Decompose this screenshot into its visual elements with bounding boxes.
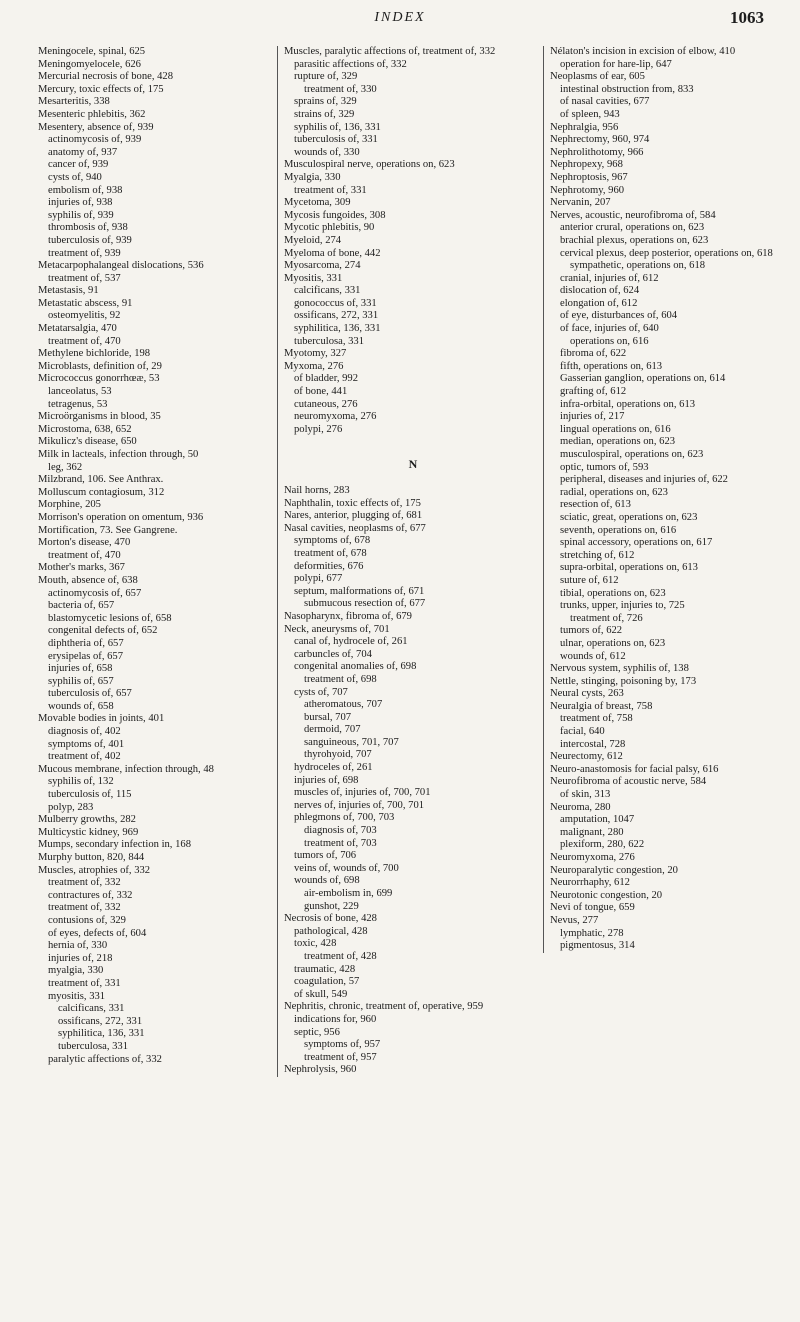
index-subentry: stretching of, 612 <box>560 549 635 561</box>
index-subentry: syphilis of, 132 <box>48 776 114 788</box>
index-subentry: diagnosis of, 402 <box>48 726 121 738</box>
index-subentry: lanceolatus, 53 <box>48 386 112 398</box>
index-entry: Neurotonic congestion, 20 <box>550 889 663 901</box>
index-subentry: symptoms of, 401 <box>48 738 125 750</box>
index-subentry: congenital defects of, 652 <box>48 625 158 637</box>
index-subentry: treatment of, 939 <box>48 247 121 259</box>
index-subentry: treatment of, 331 <box>294 184 367 196</box>
index-entry: Neurofibroma of acoustic nerve, 584 <box>550 776 707 788</box>
index-subentry: of spleen, 943 <box>560 108 620 120</box>
index-entry: Nervanin, 207 <box>550 197 611 209</box>
index-entry: Musculospiral nerve, operations on, 623 <box>284 159 455 171</box>
index-entry: Microblasts, definition of, 29 <box>38 360 162 372</box>
index-entry: Mucous membrane, infection through, 48 <box>38 763 214 775</box>
index-entry: Neuro-anastomosis for facial palsy, 616 <box>550 763 719 775</box>
index-subentry: treatment of, 332 <box>48 877 121 889</box>
index-entry: Nevus, 277 <box>550 914 599 926</box>
index-subentry: deformities, 676 <box>294 560 364 572</box>
index-subentry: treatment of, 698 <box>304 673 377 685</box>
index-entry: Necrosis of bone, 428 <box>284 913 377 925</box>
index-entry: Morrison's operation on omentum, 936 <box>38 511 204 523</box>
index-subentry: tuberculosis of, 939 <box>48 234 132 246</box>
index-entry: Neoplasms of ear, 605 <box>550 71 645 83</box>
index-subentry: carbuncles of, 704 <box>294 648 372 660</box>
index-subentry: lingual operations on, 616 <box>560 423 671 435</box>
index-entry: Mulberry growths, 282 <box>38 814 136 826</box>
index-subentry: peripheral, diseases and injuries of, 622 <box>560 474 728 486</box>
index-subentry: supra-orbital, operations on, 613 <box>560 562 698 574</box>
index-subentry: tumors of, 706 <box>294 850 357 862</box>
index-subentry: of nasal cavities, 677 <box>560 96 650 108</box>
index-subentry: syphilitica, 136, 331 <box>294 323 381 335</box>
index-subentry: veins of, wounds of, 700 <box>294 862 399 874</box>
index-entry: Morphine, 205 <box>38 499 101 511</box>
index-entry: Myalgia, 330 <box>284 171 341 183</box>
index-entry: Neurectomy, 612 <box>550 751 623 763</box>
index-entry: Nasopharynx, fibroma of, 679 <box>284 610 412 622</box>
index-subentry: rupture of, 329 <box>294 71 358 83</box>
index-subentry: ossificans, 272, 331 <box>58 1015 143 1027</box>
index-subentry: thyrohyoid, 707 <box>304 749 372 761</box>
index-entry: Mercurial necrosis of bone, 428 <box>38 71 174 83</box>
index-subentry: polypi, 276 <box>294 423 343 435</box>
index-subentry: myalgia, 330 <box>48 965 104 977</box>
index-subentry: pathological, 428 <box>294 925 368 937</box>
index-subentry: wounds of, 658 <box>48 700 114 712</box>
index-entry: Nail horns, 283 <box>284 485 350 496</box>
index-entry: Microörganisms in blood, 35 <box>38 411 161 423</box>
index-entry: Mesarteritis, 338 <box>38 96 110 108</box>
index-entry: Mycetoma, 309 <box>284 197 351 209</box>
index-subentry: thrombosis of, 938 <box>48 222 128 234</box>
index-entry: Nephralgia, 956 <box>550 121 619 133</box>
index-subentry: tuberculosis of, 331 <box>294 134 378 146</box>
index-entry: Mumps, secondary infection in, 168 <box>38 839 191 851</box>
index-entry: Mesentery, absence of, 939 <box>38 121 154 133</box>
index-subentry: of bone, 441 <box>294 386 348 398</box>
index-entry: Nettle, stinging, poisoning by, 173 <box>550 675 697 687</box>
index-subentry: tibial, operations on, 623 <box>560 587 666 599</box>
index-subentry: toxic, 428 <box>294 938 337 950</box>
index-entry: Meningomyelocele, 626 <box>38 58 141 70</box>
index-subentry: fibroma of, 622 <box>560 348 627 360</box>
index-subentry: anatomy of, 937 <box>48 146 118 158</box>
index-subentry: operation for hare-lip, 647 <box>560 58 672 70</box>
index-subentry: hernia of, 330 <box>48 940 108 952</box>
index-subentry: of bladder, 992 <box>294 373 359 385</box>
index-subentry: syphilis of, 939 <box>48 209 114 221</box>
index-subentry: sciatic, great, operations on, 623 <box>560 511 698 523</box>
index-subentry: cysts of, 707 <box>294 686 348 698</box>
index-subentry: wounds of, 612 <box>560 650 626 662</box>
index-subentry: congenital anomalies of, 698 <box>294 661 417 673</box>
index-entry: Neurorrhaphy, 612 <box>550 877 630 889</box>
index-subentry: wounds of, 330 <box>294 146 360 158</box>
index-entry: Nephropexy, 968 <box>550 159 623 171</box>
index-entry: Nervous system, syphilis of, 138 <box>550 663 689 675</box>
index-subentry: paralytic affections of, 332 <box>48 1053 162 1065</box>
index-subentry: phlegmons of, 700, 703 <box>294 812 395 824</box>
index-subentry: bursal, 707 <box>304 711 352 723</box>
index-subentry: calcificans, 331 <box>294 285 361 297</box>
index-entry: Neuroparalytic congestion, 20 <box>550 864 678 876</box>
index-entry: Muscles, paralytic affections of, treatment of, 332 <box>284 46 496 57</box>
index-subentry: cysts of, 940 <box>48 171 102 183</box>
index-subentry: contractures of, 332 <box>48 889 133 901</box>
index-column-3 <box>543 46 786 953</box>
index-subentry: calcificans, 331 <box>58 1003 125 1015</box>
index-subentry: gonococcus of, 331 <box>294 297 377 309</box>
index-subentry: treatment of, 428 <box>304 950 377 962</box>
index-subentry: elongation of, 612 <box>560 297 638 309</box>
index-column-1 <box>38 46 266 1066</box>
index-entry: Microstoma, 638, 652 <box>38 423 132 435</box>
index-subentry: pigmentosus, 314 <box>560 940 635 952</box>
index-subentry: tuberculosa, 331 <box>294 335 365 347</box>
index-subentry: injuries of, 658 <box>48 663 113 675</box>
index-subentry: treatment of, 703 <box>304 837 377 849</box>
index-subentry: Gasserian ganglion, operations on, 614 <box>560 373 726 385</box>
index-entry: Neuroma, 280 <box>550 801 611 813</box>
index-entry: Methylene bichloride, 198 <box>38 348 151 360</box>
index-entry: Milzbrand, 106. See Anthrax. <box>38 474 164 486</box>
index-subentry: treatment of, 332 <box>48 902 121 914</box>
index-entry: Nephrectomy, 960, 974 <box>550 134 650 146</box>
index-subentry: atheromatous, 707 <box>304 699 383 711</box>
index-subentry: fifth, operations on, 613 <box>560 360 663 372</box>
index-subentry: of skull, 549 <box>294 988 348 1000</box>
index-entry: Mercury, toxic effects of, 175 <box>38 83 164 95</box>
index-subentry: muscles of, injuries of, 700, 701 <box>294 787 431 799</box>
index-entry: Neuralgia of breast, 758 <box>550 700 653 712</box>
index-subentry: malignant, 280 <box>560 826 624 838</box>
index-entry: Multicystic kidney, 969 <box>38 826 139 838</box>
index-subentry: air-embolism in, 699 <box>304 888 393 899</box>
index-subentry: tuberculosa, 331 <box>58 1040 129 1052</box>
index-entry: Mortification, 73. See Gangrene. <box>38 524 178 536</box>
index-subentry: tuberculosis of, 115 <box>48 789 132 801</box>
index-subentry: dermoid, 707 <box>304 724 361 736</box>
index-subentry: treatment of, 537 <box>48 272 121 284</box>
index-subentry: cancer of, 939 <box>48 159 109 171</box>
index-subentry: brachial plexus, operations on, 623 <box>560 234 709 246</box>
index-subentry: anterior crural, operations on, 623 <box>560 222 705 234</box>
index-subentry: tuberculosis of, 657 <box>48 688 132 700</box>
index-subentry: submucous resection of, 677 <box>304 598 426 610</box>
index-subentry: treatment of, 758 <box>560 713 633 725</box>
index-entry: Neuromyxoma, 276 <box>550 852 635 863</box>
index-subentry: of eye, disturbances of, 604 <box>560 310 678 322</box>
index-subentry: myositis, 331 <box>48 990 106 1002</box>
index-subentry: plexiform, 280, 622 <box>560 839 645 851</box>
index-entry: Metacarpophalangeal dislocations, 536 <box>38 260 204 272</box>
index-entry: Mikulicz's disease, 650 <box>38 436 137 448</box>
index-subentry: diagnosis of, 703 <box>304 825 377 837</box>
index-subentry: sympathetic, operations on, 618 <box>570 260 706 272</box>
index-subentry: septum, malformations of, 671 <box>294 585 425 597</box>
index-subentry: nerves of, injuries of, 700, 701 <box>294 799 425 811</box>
index-entry: Nephritis, chronic, treatment of, operative, 959 <box>284 1001 484 1013</box>
index-subentry: cranial, injuries of, 612 <box>560 272 659 284</box>
index-column-2 <box>277 46 542 1077</box>
index-subentry: treatment of, 330 <box>304 83 377 95</box>
index-subentry: septic, 956 <box>294 1026 340 1038</box>
index-entry: Nephrolysis, 960 <box>284 1064 357 1076</box>
index-subentry: indications for, 960 <box>294 1013 377 1025</box>
index-subentry: lymphatic, 278 <box>560 927 624 939</box>
index-subentry: treatment of, 402 <box>48 751 121 763</box>
index-entry: Murphy button, 820, 844 <box>38 852 145 863</box>
index-subentry: syphilis of, 136, 331 <box>294 121 381 133</box>
index-subentry: actinomycosis of, 939 <box>48 134 142 146</box>
index-subentry: cutaneous, 276 <box>294 398 358 410</box>
index-subentry: amputation, 1047 <box>560 814 635 826</box>
index-entry: Myxoma, 276 <box>284 360 344 372</box>
index-subentry: treatment of, 331 <box>48 977 121 989</box>
index-subentry: injuries of, 217 <box>560 411 625 423</box>
index-subentry: strains of, 329 <box>294 108 355 120</box>
index-entry: Myeloid, 274 <box>284 234 342 246</box>
index-subentry: polypi, 677 <box>294 573 343 585</box>
index-subentry: injuries of, 218 <box>48 952 113 964</box>
index-subentry: tumors of, 622 <box>560 625 623 637</box>
index-subentry: ossificans, 272, 331 <box>294 310 379 322</box>
index-subentry: syphilis of, 657 <box>48 675 114 687</box>
index-subentry: treatment of, 726 <box>570 612 643 624</box>
index-entry: Myotomy, 327 <box>284 348 347 360</box>
index-entry: Morton's disease, 470 <box>38 537 131 549</box>
index-subentry: injuries of, 938 <box>48 197 113 209</box>
index-subentry: intercostal, 728 <box>560 738 626 750</box>
index-subentry: blastomycetic lesions of, 658 <box>48 612 172 624</box>
index-entry: Milk in lacteals, infection through, 50 <box>38 449 199 460</box>
index-subentry: gunshot, 229 <box>304 900 359 912</box>
index-subentry: wounds of, 698 <box>294 875 360 887</box>
index-subentry: treatment of, 470 <box>48 549 121 561</box>
index-subentry: resection of, 613 <box>560 499 631 511</box>
index-subentry: spinal accessory, operations on, 617 <box>560 537 713 549</box>
index-subentry: optic, tumors of, 593 <box>560 461 649 473</box>
index-entry: Myeloma of bone, 442 <box>284 247 381 259</box>
index-entry: Mycotic phlebitis, 90 <box>284 222 375 234</box>
index-subentry: of face, injuries of, 640 <box>560 323 659 335</box>
index-subentry: symptoms of, 678 <box>294 535 371 547</box>
index-entry: Muscles, atrophies of, 332 <box>38 864 151 876</box>
index-entry: Metatarsalgia, 470 <box>38 323 117 335</box>
index-subentry: osteomyelitis, 92 <box>48 310 121 322</box>
index-entry: Neck, aneurysms of, 701 <box>284 623 390 635</box>
index-entry: Myosarcoma, 274 <box>284 260 361 272</box>
index-subentry: ulnar, operations on, 623 <box>560 637 666 649</box>
index-subentry: actinomycosis of, 657 <box>48 587 142 599</box>
index-entry: Mycosis fungoides, 308 <box>284 209 386 221</box>
index-entry: Nephroptosis, 967 <box>550 171 628 183</box>
index-subentry: embolism of, 938 <box>48 184 123 196</box>
index-subentry: operations on, 616 <box>570 335 649 347</box>
index-subentry: hydroceles of, 261 <box>294 762 373 774</box>
index-subentry: cervical plexus, deep posterior, operations on, 618 <box>560 247 773 259</box>
index-subentry: dislocation of, 624 <box>560 285 640 297</box>
index-subentry: syphilitica, 136, 331 <box>58 1028 145 1040</box>
index-subentry: neuromyxoma, 276 <box>294 411 377 423</box>
index-subentry: traumatic, 428 <box>294 963 356 975</box>
index-entry: Nerves, acoustic, neurofibroma of, 584 <box>550 209 716 221</box>
index-entry: Micrococcus gonorrhœæ, 53 <box>38 373 160 385</box>
index-entry: Mother's marks, 367 <box>38 562 125 574</box>
index-subentry: contusions of, 329 <box>48 914 126 926</box>
index-entry: Nasal cavities, neoplasms of, 677 <box>284 522 426 534</box>
index-subentry: of skin, 313 <box>560 789 611 801</box>
page-number: 1063 <box>730 8 764 27</box>
index-subentry: bacteria of, 657 <box>48 600 115 612</box>
index-subentry: symptoms of, 957 <box>304 1039 381 1051</box>
index-entry: Nevi of tongue, 659 <box>550 902 635 914</box>
index-subentry: infra-orbital, operations on, 613 <box>560 398 696 410</box>
index-entry: Molluscum contagiosum, 312 <box>38 486 165 498</box>
section-letter: N <box>408 457 418 472</box>
index-subentry: treatment of, 470 <box>48 335 121 347</box>
index-entry: Meningocele, spinal, 625 <box>38 46 146 57</box>
index-subentry: treatment of, 957 <box>304 1051 377 1063</box>
index-subentry: grafting of, 612 <box>560 386 627 398</box>
index-subentry: facial, 640 <box>560 726 605 738</box>
index-entry: Metastatic abscess, 91 <box>38 297 133 309</box>
index-subentry: polyp, 283 <box>48 801 94 813</box>
index-subentry: injuries of, 698 <box>294 774 359 786</box>
index-entry: Nares, anterior, plugging of, 681 <box>284 510 423 522</box>
index-entry: Naphthalin, toxic effects of, 175 <box>284 497 421 509</box>
index-subentry: radial, operations on, 623 <box>560 486 668 498</box>
index-subentry: leg, 362 <box>48 461 83 473</box>
index-entry: Nephrolithotomy, 966 <box>550 146 644 158</box>
index-subentry: median, operations on, 623 <box>560 436 676 448</box>
index-subentry: intestinal obstruction from, 833 <box>560 83 694 95</box>
index-subentry: trunks, upper, injuries to, 725 <box>560 600 685 612</box>
index-subentry: suture of, 612 <box>560 574 619 586</box>
index-subentry: coagulation, 57 <box>294 976 360 988</box>
index-subentry: tetragenus, 53 <box>48 398 108 410</box>
index-entry: Metastasis, 91 <box>38 285 99 297</box>
index-entry: Mesenteric phlebitis, 362 <box>38 108 146 120</box>
index-subentry: musculospiral, operations on, 623 <box>560 449 704 460</box>
index-subentry: sprains of, 329 <box>294 96 357 108</box>
index-subentry: of eyes, defects of, 604 <box>48 927 147 939</box>
index-subentry: sanguineous, 701, 707 <box>304 736 399 748</box>
index-entry: Mouth, absence of, 638 <box>38 574 138 586</box>
index-subentry: erysipelas of, 657 <box>48 650 124 662</box>
index-subentry: canal of, hydrocele of, 261 <box>294 636 408 648</box>
index-subentry: seventh, operations on, 616 <box>560 524 677 536</box>
index-entry: Movable bodies in joints, 401 <box>38 713 165 725</box>
running-head-title: INDEX <box>374 10 426 25</box>
index-subentry: treatment of, 678 <box>294 547 367 559</box>
index-entry: Nephrotomy, 960 <box>550 184 625 196</box>
index-entry: Neural cysts, 263 <box>550 688 624 700</box>
index-subentry: parasitic affections of, 332 <box>294 58 407 70</box>
index-subentry: diphtheria of, 657 <box>48 637 124 649</box>
index-entry: Nélaton's incision in excision of elbow, 410 <box>550 46 736 57</box>
index-entry: Myositis, 331 <box>284 272 343 284</box>
